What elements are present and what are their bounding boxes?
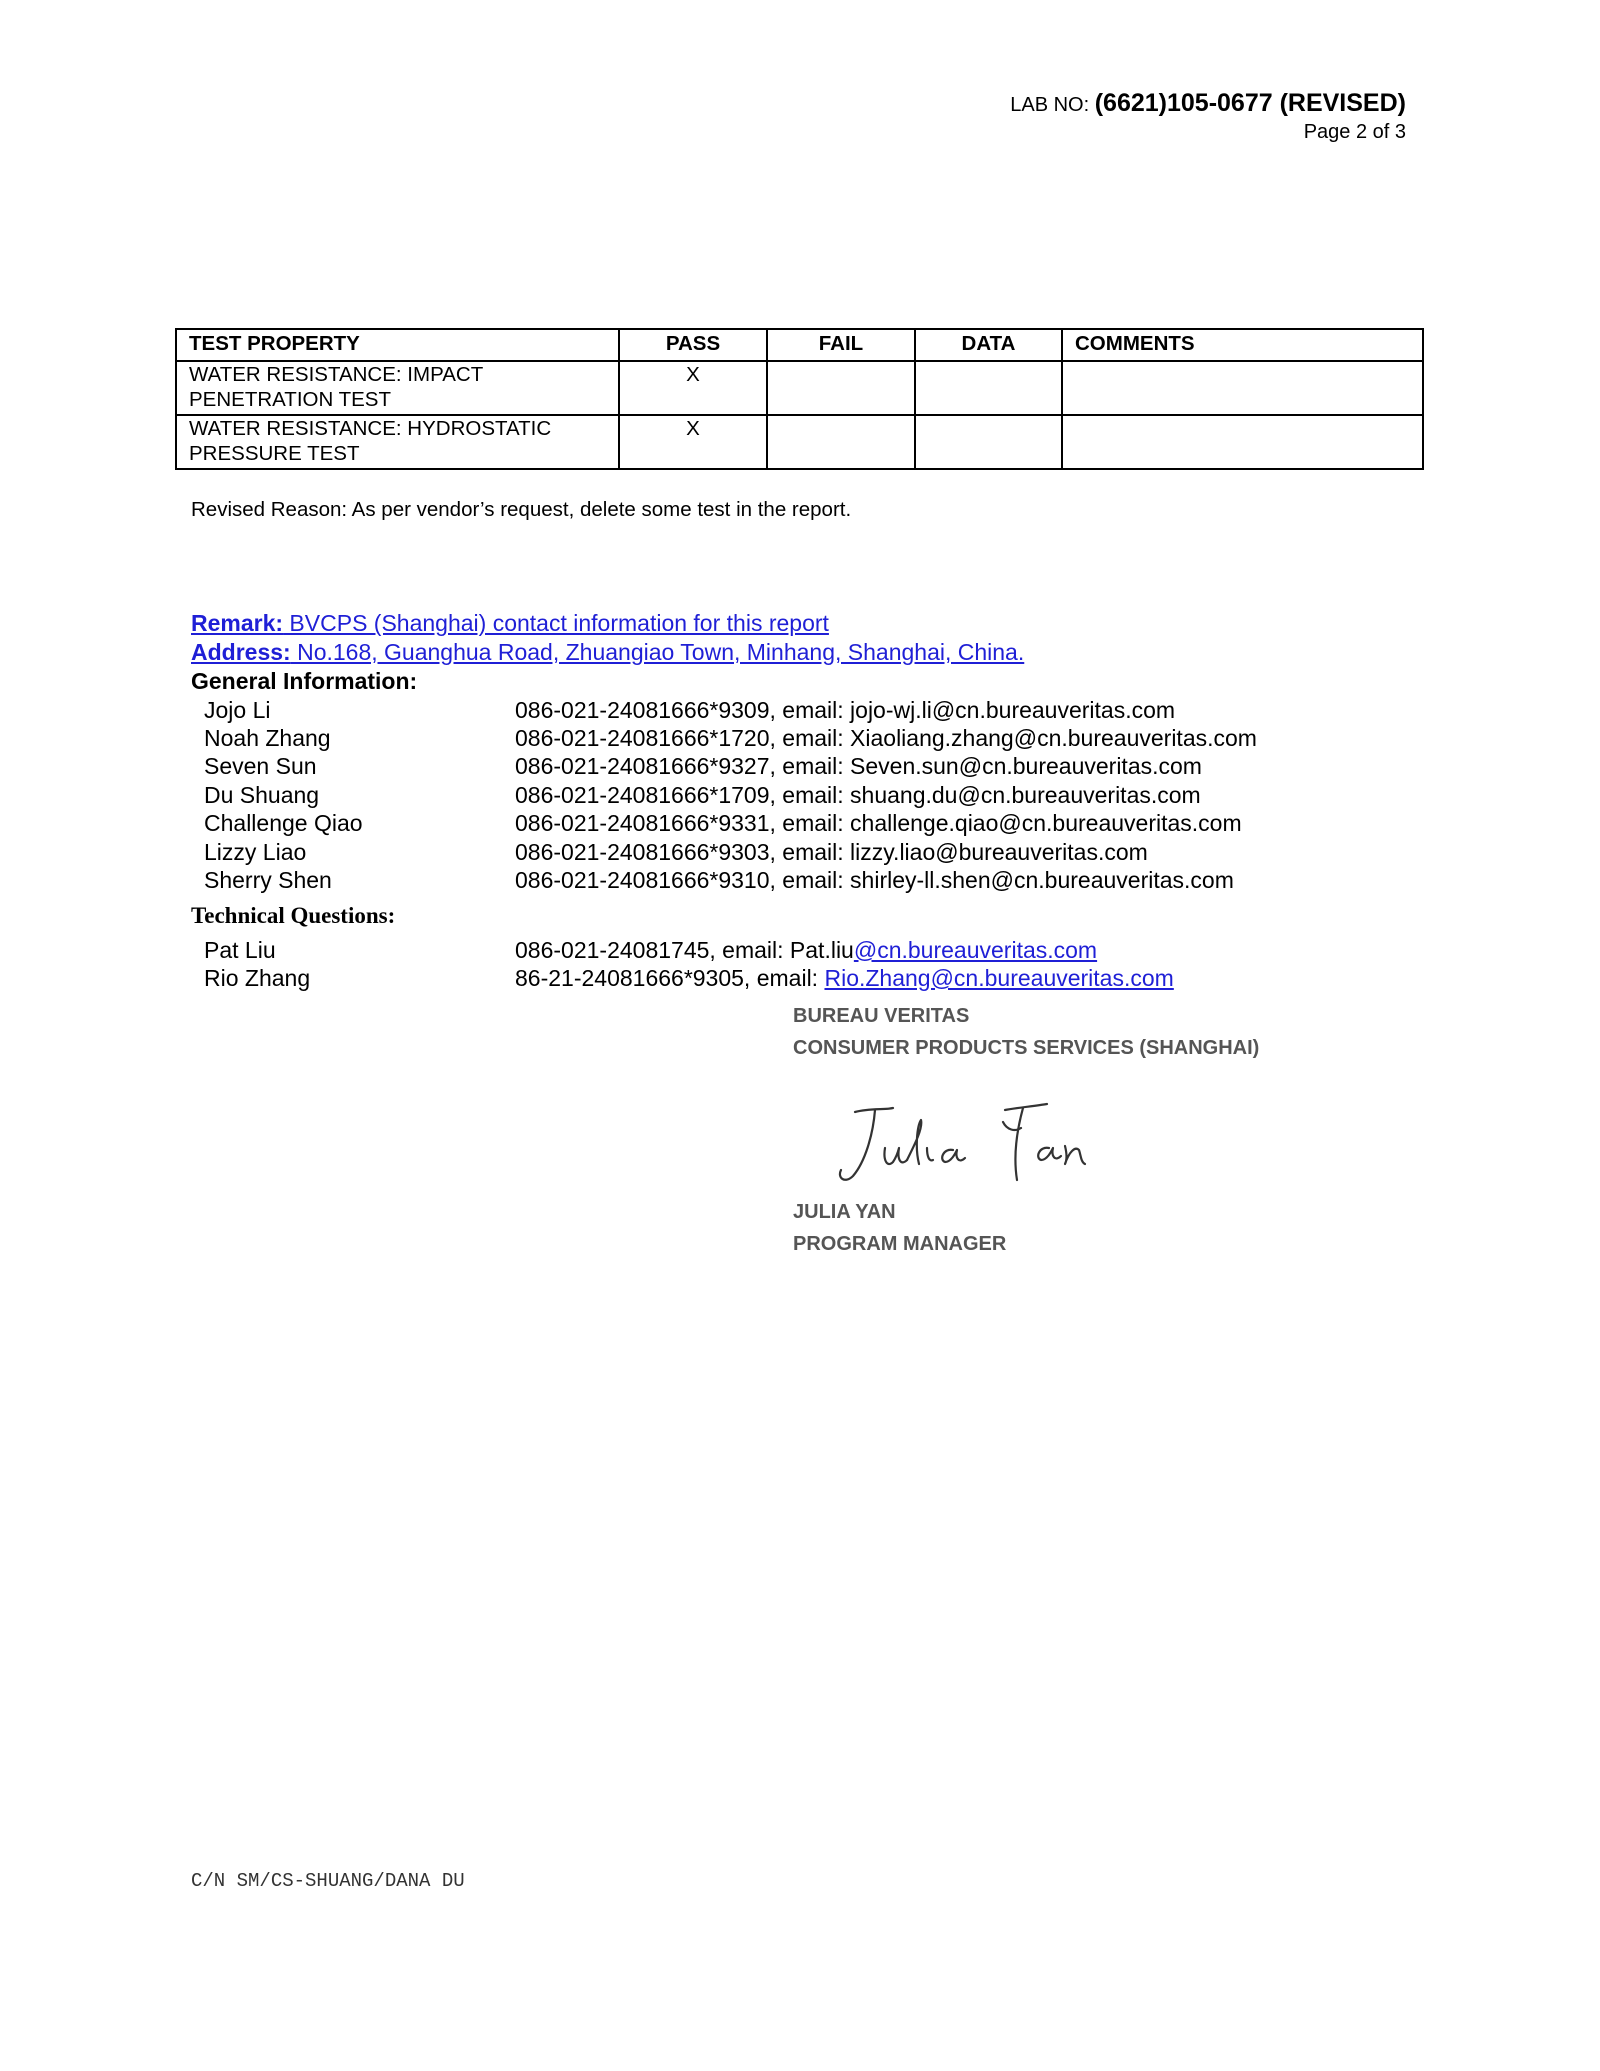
remark-label: Remark: xyxy=(191,610,284,636)
test-property-cell xyxy=(176,361,619,415)
lab-number-value: (6621)105-0677 (REVISED) xyxy=(1094,89,1406,117)
contact-row xyxy=(0,810,1600,838)
test-property-line: WATER RESISTANCE: IMPACT xyxy=(189,363,484,386)
contact-info xyxy=(515,937,1097,964)
test-results-table xyxy=(175,328,1424,470)
data-cell xyxy=(915,361,1062,415)
company-name-line: BUREAU VERITAS xyxy=(793,1005,970,1027)
fail-cell xyxy=(767,361,915,415)
signatory-name: JULIA YAN xyxy=(793,1201,896,1223)
contact-name: Sherry Shen xyxy=(204,867,332,893)
table-header-row xyxy=(176,329,1423,361)
column-header-pass: PASS xyxy=(619,329,767,361)
contact-row xyxy=(0,937,1600,965)
contact-info: 086-021-24081666*9327, email: Seven.sun@cn.bureauveritas.com xyxy=(515,753,1202,779)
contact-info: 086-021-24081666*1720, email: Xiaoliang.zhang@cn.bureauveritas.com xyxy=(515,725,1257,751)
comments-cell xyxy=(1062,415,1423,469)
contact-info: 086-021-24081666*1709, email: shuang.du@cn.bureauveritas.com xyxy=(515,782,1201,808)
report-header xyxy=(846,88,1406,144)
contact-info: 086-021-24081666*9331, email: challenge.qiao@cn.bureauveritas.com xyxy=(515,810,1242,836)
contact-name: Noah Zhang xyxy=(204,725,331,751)
contact-row xyxy=(0,839,1600,867)
pass-cell: X xyxy=(619,415,767,469)
technical-questions-title: Technical Questions: xyxy=(191,903,396,928)
cn-reference: C/N SM/CS-SHUANG/DANA DU xyxy=(191,1870,465,1892)
contact-name: Jojo Li xyxy=(204,697,271,723)
data-cell xyxy=(915,415,1062,469)
contact-row xyxy=(0,725,1600,753)
signatory-title: PROGRAM MANAGER xyxy=(793,1233,1007,1255)
test-property-line: PRESSURE TEST xyxy=(189,442,360,465)
column-header-data: DATA xyxy=(915,329,1062,361)
column-header-comments: COMMENTS xyxy=(1062,329,1423,361)
contact-row xyxy=(0,697,1600,725)
table-row xyxy=(176,361,1423,415)
test-property-line: WATER RESISTANCE: HYDROSTATIC xyxy=(189,417,552,440)
address-label: Address: xyxy=(191,639,291,665)
lab-number-line xyxy=(846,88,1406,120)
lab-number-label: LAB NO: xyxy=(1010,94,1095,116)
column-header-fail: FAIL xyxy=(767,329,915,361)
contact-name: Lizzy Liao xyxy=(204,839,307,865)
contact-name: Challenge Qiao xyxy=(204,810,363,836)
table-row xyxy=(176,415,1423,469)
contact-row xyxy=(0,867,1600,895)
test-property-cell xyxy=(176,415,619,469)
contact-row xyxy=(0,965,1600,993)
contact-row xyxy=(0,782,1600,810)
revised-reason: Revised Reason: As per vendor’s request, delete some test in the report. xyxy=(191,498,852,521)
contact-name: Seven Sun xyxy=(204,753,317,779)
contact-name: Pat Liu xyxy=(204,937,276,963)
contact-row xyxy=(0,753,1600,781)
general-information-title: General Information: xyxy=(191,668,418,694)
handwritten-signature xyxy=(835,1100,1125,1200)
contact-name: Rio Zhang xyxy=(204,965,311,991)
column-header-test-property: TEST PROPERTY xyxy=(176,329,619,361)
email-link[interactable]: @cn.bureauveritas.com xyxy=(853,937,1098,963)
company-division-line: CONSUMER PRODUCTS SERVICES (SHANGHAI) xyxy=(793,1037,1260,1059)
page-indicator: Page 2 of 3 xyxy=(1303,121,1406,143)
email-link[interactable]: Rio.Zhang@cn.bureauveritas.com xyxy=(824,965,1174,991)
comments-cell xyxy=(1062,361,1423,415)
contact-name: Du Shuang xyxy=(204,782,320,808)
contact-info-text: 086-021-24081745, email: Pat.liu xyxy=(515,937,854,963)
contact-info: 086-021-24081666*9303, email: lizzy.liao@bureauveritas.com xyxy=(515,839,1148,865)
test-property-line: PENETRATION TEST xyxy=(189,388,391,411)
fail-cell xyxy=(767,415,915,469)
contact-info: 086-021-24081666*9309, email: jojo-wj.li@cn.bureauveritas.com xyxy=(515,697,1176,723)
address-text: No.168, Guanghua Road, Zhuangiao Town, Minhang, Shanghai, China. xyxy=(290,639,1025,665)
contact-info: 086-021-24081666*9310, email: shirley-ll.shen@cn.bureauveritas.com xyxy=(515,867,1234,893)
contact-info-text: 86-21-24081666*9305, email: xyxy=(515,965,825,991)
remark-text: BVCPS (Shanghai) contact information for this report xyxy=(283,610,829,636)
pass-cell: X xyxy=(619,361,767,415)
address-link[interactable] xyxy=(191,639,1024,666)
remark-link[interactable] xyxy=(191,610,829,637)
contact-info xyxy=(515,965,1174,992)
